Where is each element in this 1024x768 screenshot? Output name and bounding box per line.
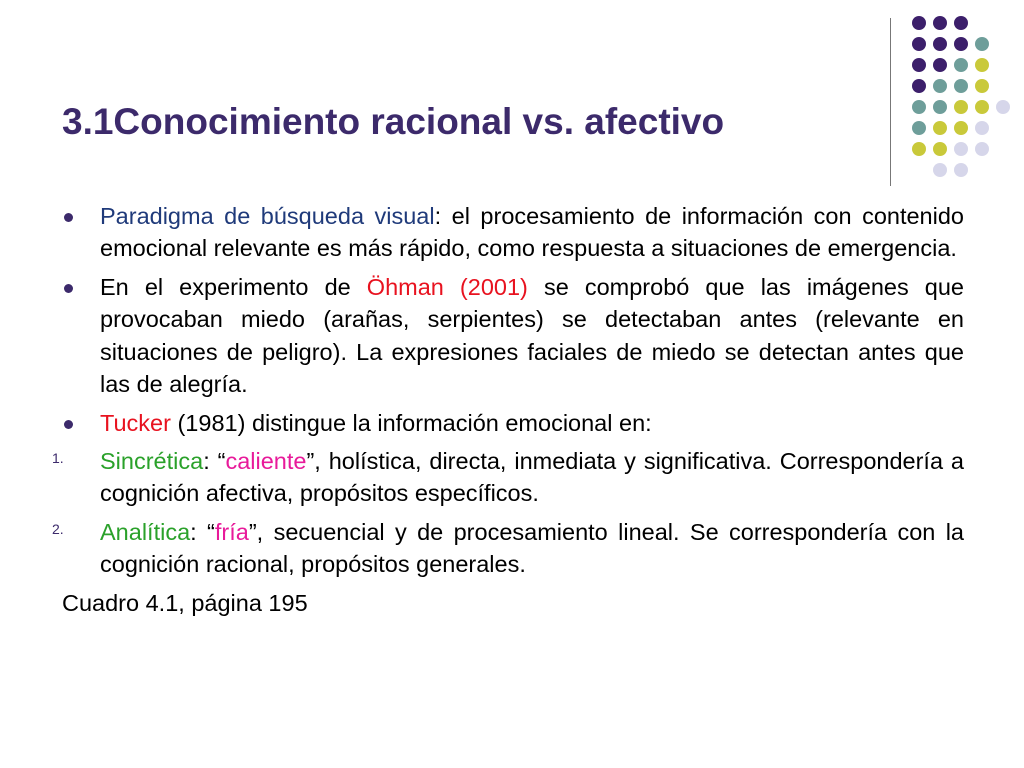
link-text: Paradigma de búsqueda visual bbox=[100, 203, 435, 229]
bullet-text: (1981) distingue la información emocional en: bbox=[170, 409, 652, 436]
item-text: ”, secuencial y de procesamiento lineal. Se correspondería con la cognición racional, propósitos generales. bbox=[100, 518, 964, 578]
decor-dot bbox=[975, 37, 989, 51]
bullet-item bbox=[62, 200, 964, 265]
decor-dot bbox=[954, 58, 968, 72]
bullet-item bbox=[62, 407, 964, 439]
decor-dot bbox=[933, 16, 947, 30]
bullet-item bbox=[62, 271, 964, 401]
term-text: Sincrética bbox=[100, 447, 204, 474]
decor-dot bbox=[975, 79, 989, 93]
decor-dot bbox=[912, 142, 926, 156]
bullet-text: En el experimento de bbox=[100, 273, 367, 300]
slide-body bbox=[52, 200, 965, 619]
highlight-text: Tucker bbox=[100, 409, 171, 436]
item-text: : “ bbox=[203, 447, 226, 474]
decor-dot bbox=[954, 163, 968, 177]
decor-dot bbox=[975, 58, 989, 72]
decor-dot bbox=[954, 79, 968, 93]
decor-dot bbox=[975, 142, 989, 156]
decor-dot bbox=[933, 79, 947, 93]
quoted-term: fría bbox=[214, 518, 249, 545]
term-text: Analítica bbox=[100, 518, 191, 545]
item-text: : “ bbox=[190, 518, 215, 545]
footer-note: Cuadro 4.1, página 195 bbox=[62, 589, 308, 616]
decor-dot bbox=[954, 100, 968, 114]
decor-dot bbox=[933, 121, 947, 135]
decor-dot bbox=[912, 16, 926, 30]
decor-dot bbox=[954, 37, 968, 51]
decor-dot bbox=[912, 58, 926, 72]
decor-dot bbox=[933, 100, 947, 114]
bullet-text: : el procesamiento de información con contenido emocional relevante es más rápido, como respuesta a situaciones de emergencia. bbox=[100, 203, 964, 262]
title-divider-line bbox=[890, 18, 891, 186]
bullet-icon bbox=[64, 420, 73, 429]
quoted-term: caliente bbox=[225, 447, 307, 474]
highlight-text: Öhman (2001) bbox=[366, 273, 528, 300]
numbered-item bbox=[52, 445, 965, 510]
decor-dot bbox=[912, 37, 926, 51]
decor-dot bbox=[912, 100, 926, 114]
item-number: 2. bbox=[52, 520, 64, 537]
decor-dot bbox=[996, 100, 1010, 114]
decor-dot bbox=[912, 79, 926, 93]
item-number: 1. bbox=[52, 449, 64, 466]
decor-dot bbox=[912, 121, 926, 135]
decor-dot bbox=[933, 163, 947, 177]
decor-dot bbox=[933, 58, 947, 72]
bullet-icon bbox=[64, 284, 73, 293]
numbered-item bbox=[52, 516, 964, 581]
decor-dot bbox=[933, 37, 947, 51]
decor-dot bbox=[975, 100, 989, 114]
decor-dot bbox=[954, 142, 968, 156]
bullet-text: se comprobó que las imágenes que provocaban miedo (arañas, serpientes) se detectaban antes (relevante en situaciones de peligro). La expresiones faciales de miedo se detectan antes que las de alegría. bbox=[100, 273, 964, 398]
decor-dot bbox=[975, 121, 989, 135]
slide-title: 3.1Conocimiento racional vs. afectivo bbox=[62, 101, 725, 142]
bullet-icon bbox=[64, 213, 73, 222]
decor-dot bbox=[954, 16, 968, 30]
decorative-dot-grid bbox=[0, 0, 1024, 190]
decor-dot bbox=[954, 121, 968, 135]
item-text: ”, holística, directa, inmediata y significativa. Correspondería a cognición afectiva, propósitos específicos. bbox=[100, 447, 965, 507]
decor-dot bbox=[933, 142, 947, 156]
